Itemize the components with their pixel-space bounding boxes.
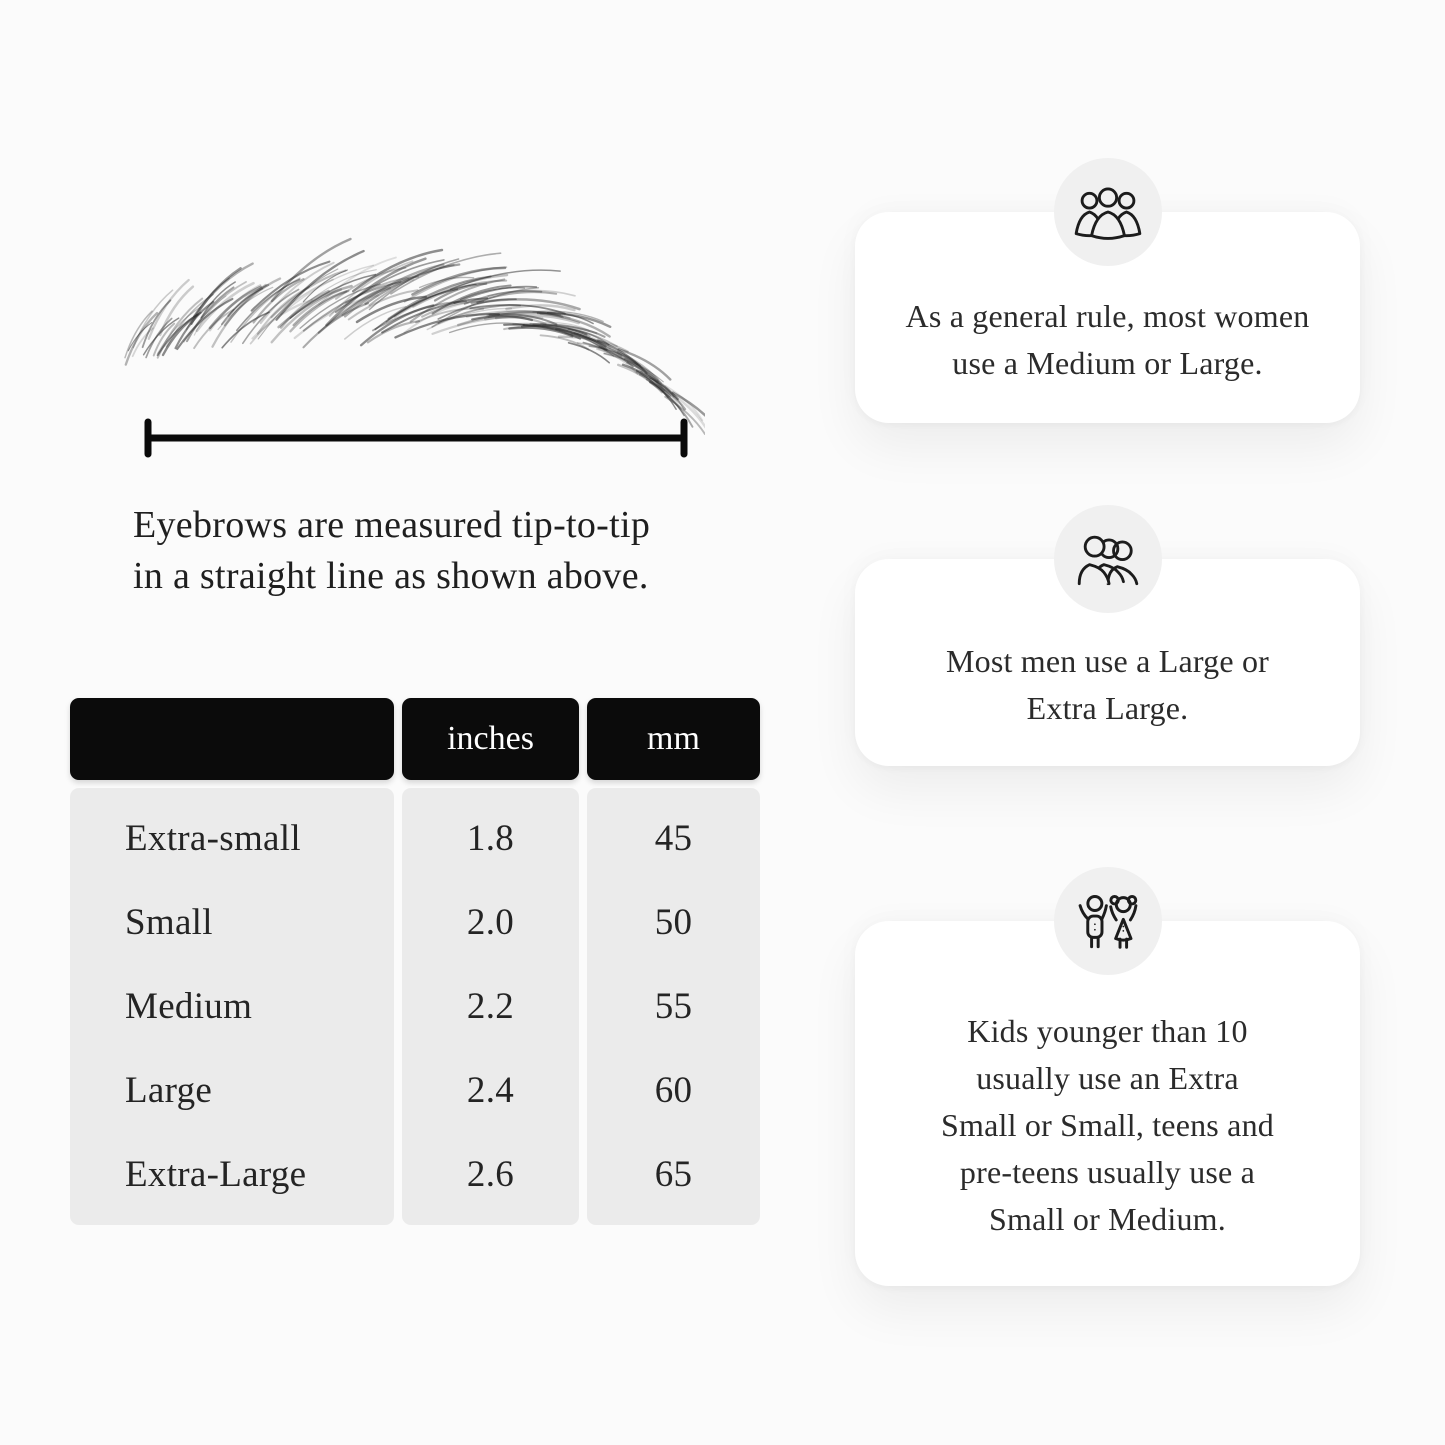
measurement-line: [140, 418, 692, 458]
table-cell-inches: 1.8: [466, 817, 515, 859]
women-group-icon: [1071, 182, 1145, 242]
table-cell-size: Small: [125, 901, 213, 943]
card-icon-circle: [1054, 158, 1162, 266]
table-cell-inches: 2.0: [466, 901, 515, 943]
eyebrow-sketch: [105, 225, 705, 435]
card-text-line: Small or Small, teens and: [941, 1107, 1274, 1143]
size-table: [70, 698, 760, 1225]
table-cell-mm: 55: [654, 985, 693, 1027]
table-cell-inches: 2.2: [466, 985, 515, 1027]
table-column-mm: [587, 788, 760, 1225]
eyebrow-illustration: [105, 225, 705, 435]
table-cell-mm: 50: [654, 901, 693, 943]
table-cell-inches: 2.4: [466, 1070, 515, 1112]
card-text-line: Extra Large.: [1026, 689, 1189, 726]
table-cell-size: Extra-Large: [125, 1154, 307, 1196]
info-card-kids: [855, 921, 1360, 1286]
size-table-header: [70, 698, 760, 780]
card-text-line: Kids younger than 10: [967, 1013, 1248, 1049]
table-cell-mm: 45: [654, 817, 693, 859]
men-group-icon: [1071, 529, 1145, 589]
card-text-line: usually use an Extra: [976, 1060, 1239, 1096]
card-text-line: As a general rule, most women: [905, 297, 1310, 334]
header-cell-mm: mm: [587, 698, 760, 780]
table-cell-inches: 2.6: [466, 1154, 515, 1196]
card-text-kids: [941, 1008, 1274, 1243]
size-table-body: [70, 788, 760, 1225]
caption-line: in a straight line as shown above.: [133, 555, 649, 597]
table-cell-mm: 65: [654, 1154, 693, 1196]
table-column-inches: [402, 788, 579, 1225]
card-text-men: [946, 638, 1269, 732]
card-text-line: Small or Medium.: [989, 1201, 1226, 1237]
card-icon-circle: [1054, 505, 1162, 613]
measurement-caption: [133, 500, 733, 602]
table-column-size: [70, 788, 394, 1225]
table-cell-size: Medium: [125, 985, 253, 1027]
header-cell-inches: inches: [402, 698, 579, 780]
card-text-line: use a Medium or Large.: [952, 344, 1263, 381]
header-cell-size: [70, 698, 394, 780]
measurement-line-graphic: [140, 418, 692, 458]
table-cell-mm: 60: [654, 1070, 693, 1112]
table-cell-size: Extra-small: [125, 817, 301, 859]
table-cell-size: Large: [125, 1070, 213, 1112]
card-text-line: Most men use a Large or: [945, 642, 1270, 679]
card-icon-circle: [1054, 867, 1162, 975]
card-text-women: [906, 293, 1310, 387]
info-card-men: [855, 559, 1360, 766]
card-text-line: pre-teens usually use a: [959, 1154, 1256, 1190]
caption-line: Eyebrows are measured tip-to-tip: [133, 504, 651, 546]
info-card-women: [855, 212, 1360, 423]
kids-icon: [1073, 890, 1143, 952]
